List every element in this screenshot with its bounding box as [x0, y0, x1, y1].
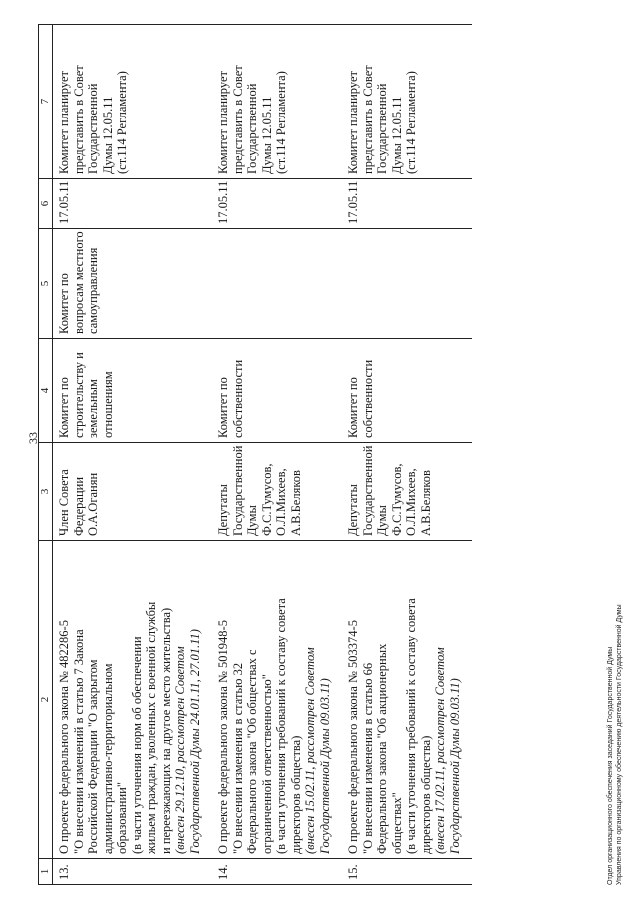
bill-title-line: (в части уточнения требований к составу совета — [404, 598, 418, 854]
author-cell — [342, 443, 472, 541]
footer-line: Отдел организационного обеспечения заседаний Государственной Думы — [607, 646, 614, 885]
author-cell — [53, 443, 213, 541]
author-line: Депутаты — [216, 484, 230, 536]
bill-title-cell — [212, 541, 342, 859]
row-number — [212, 859, 342, 885]
action-line: Думы 12.05.11 — [259, 96, 274, 174]
action-line: Думы 12.05.11 — [100, 96, 115, 174]
action-line: представить в Совет — [230, 65, 245, 174]
author-line: Государственной — [360, 445, 375, 536]
author-cell — [212, 443, 342, 541]
co-committee-line: вопросам местного — [71, 231, 86, 334]
date-cell — [212, 179, 342, 229]
action-line: Государственной — [86, 83, 100, 174]
action-line: (ст.114 Регламента) — [274, 71, 288, 174]
bill-title-line: обществах" — [389, 792, 404, 854]
row-number-text: 15. — [346, 864, 360, 880]
author-line: Думы — [375, 505, 389, 536]
action-line: Комитет планирует — [346, 71, 360, 174]
bill-row — [53, 25, 213, 885]
co-committee-line: Комитет по — [57, 273, 71, 334]
committee-line: Комитет по — [346, 377, 360, 438]
author-line: Член Совета — [57, 469, 71, 536]
author-line: Государственной — [230, 445, 245, 536]
committee-cell — [53, 339, 213, 443]
committee-line: строительству и — [71, 352, 86, 438]
committee-line: Комитет по — [57, 377, 71, 438]
bill-note-line: Государственной Думы 09.03.11) — [447, 678, 462, 854]
bill-title-line: директоров общества) — [418, 735, 433, 854]
date-cell — [342, 179, 472, 229]
bill-row — [212, 25, 342, 885]
co-committee-cell — [212, 229, 342, 339]
row-number — [53, 859, 213, 885]
bill-note-line: (внесен 15.02.11, рассмотрен Советом — [303, 647, 317, 854]
action-line: (ст.114 Регламента) — [404, 71, 418, 174]
committee-line: собственности — [360, 359, 375, 438]
bill-title-cell — [342, 541, 472, 859]
bill-title-line: директоров общества) — [288, 735, 303, 854]
author-line: А.В.Беляков — [288, 470, 303, 536]
bill-title-line: "О внесении изменения в статью 32 — [230, 662, 245, 854]
bill-title-line: Федерального закона "Об акционерных — [375, 643, 389, 854]
bill-title-line: (в части уточнения норм об обеспечении — [129, 636, 144, 854]
action-line: представить в Совет — [360, 65, 375, 174]
bill-title-line: "О внесении изменений в статью 7 Закона — [71, 629, 86, 854]
footer — [606, 604, 624, 885]
action-line: Комитет планирует — [57, 71, 71, 174]
column-number: 6 — [39, 179, 53, 229]
bill-note-line: (внесен 29.12.10, рассмотрен Советом — [173, 646, 187, 854]
bill-note-line: (внесен 17.02.11, рассмотрен Советом — [433, 647, 447, 854]
action-line: Государственной — [245, 83, 259, 174]
co-committee-line: самоуправления — [86, 247, 100, 334]
action-cell — [212, 25, 342, 179]
bill-title-line: Федерального закона "Об обществах с — [245, 649, 259, 854]
bill-note-line: Государственной Думы 09.03.11) — [317, 678, 332, 854]
bill-title-line: ограниченной ответственностью" — [259, 674, 274, 854]
co-committee-cell — [342, 229, 472, 339]
action-line: Комитет планирует — [216, 71, 230, 174]
author-line: Ф.С.Тумусов, — [259, 463, 274, 536]
committee-line: земельным — [86, 379, 100, 438]
bill-title-line: (в части уточнения требований к составу совета — [274, 598, 288, 854]
footer-line: Управления по организационному обеспечению деятельности Государственной Думы — [616, 604, 623, 885]
bill-title-line: жильем граждан, уволенных с военной службы — [144, 601, 158, 854]
author-line: А.В.Беляков — [418, 470, 433, 536]
author-line: О.Л.Михеев, — [274, 468, 288, 536]
row-number-text: 14. — [216, 864, 230, 880]
bill-title-line: Российской Федерации "О закрытом — [86, 659, 100, 854]
action-line: Думы 12.05.11 — [389, 96, 404, 174]
column-number: 2 — [39, 541, 53, 859]
committee-line: Комитет по — [216, 377, 230, 438]
action-line: (ст.114 Регламента) — [115, 71, 129, 174]
column-number: 5 — [39, 229, 53, 339]
action-cell — [53, 25, 213, 179]
column-number: 3 — [39, 443, 53, 541]
author-line: Думы — [245, 505, 259, 536]
bills-table — [38, 24, 472, 885]
committee-line: собственности — [230, 359, 245, 438]
author-line: О.А.Оганян — [86, 472, 100, 536]
committee-cell — [342, 339, 472, 443]
author-line: О.Л.Михеев, — [404, 468, 418, 536]
bill-row — [342, 25, 472, 885]
action-line: Государственной — [375, 83, 389, 174]
bill-title-line: О проекте федерального закона № 482286-5 — [57, 620, 71, 854]
date-text: 17.05.11 — [346, 180, 360, 224]
co-committee-cell — [53, 229, 213, 339]
row-number — [342, 859, 472, 885]
column-number-row — [39, 25, 53, 885]
date-cell — [53, 179, 213, 229]
action-line: представить в Совет — [71, 65, 86, 174]
bill-note-line: Государственной Думы 24.01.11, 27.01.11) — [187, 629, 202, 854]
author-line: Ф.С.Тумусов, — [389, 463, 404, 536]
bill-title-cell — [53, 541, 213, 859]
date-text: 17.05.11 — [57, 180, 71, 224]
committee-line: отношениям — [100, 371, 115, 438]
committee-cell — [212, 339, 342, 443]
column-number: 1 — [39, 859, 53, 885]
bill-title-line: "О внесении изменения в статью 66 — [360, 662, 375, 854]
action-cell — [342, 25, 472, 179]
column-number: 4 — [39, 339, 53, 443]
bill-title-line: О проекте федерального закона № 503374-5 — [346, 620, 360, 854]
bill-title-line: образовании" — [115, 782, 129, 854]
bill-title-line: и переезжающих на другое место жительства) — [158, 607, 173, 854]
column-number: 7 — [39, 25, 53, 179]
author-line: Федерации — [71, 476, 86, 536]
author-line: Депутаты — [346, 484, 360, 536]
page-number: 33 — [26, 432, 40, 444]
date-text: 17.05.11 — [216, 180, 230, 224]
bill-title-line: административно-территориальном — [100, 663, 115, 854]
row-number-text: 13. — [57, 864, 71, 880]
bill-title-line: О проекте федерального закона № 501948-5 — [216, 620, 230, 854]
